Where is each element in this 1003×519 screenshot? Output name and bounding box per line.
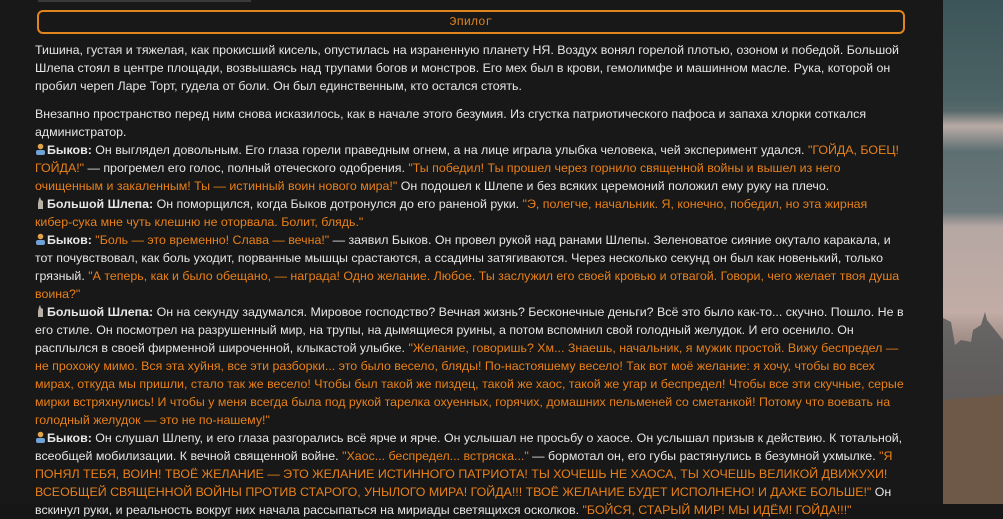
speaker-name: Большой Шлепа: — [47, 197, 154, 211]
speaker-name: Быков: — [47, 233, 92, 247]
dialogue-line — [35, 429, 907, 519]
person-icon — [35, 142, 46, 154]
background-wasteland-image — [943, 0, 1003, 504]
speech-quote: "А теперь, как и было обещано, — награда! Одно желание. Любое. Ты заслужил его своей кровью и отвагой. Говори, чего желает твоя душа воина?" — [35, 269, 900, 301]
person-icon — [35, 232, 46, 244]
narration-text: Он поморщился, когда Быков дотронулся до его раненой руки. — [153, 197, 523, 211]
speech-quote: "Я ПОНЯЛ ТЕБЯ, ВОИН! ТВОЁ ЖЕЛАНИЕ — ЭТО ЖЕЛАНИЕ ИСТИННОГО ПАТРИОТА! ТЫ ХОЧЕШЬ НЕ ХАОСА, ТЫ ХОЧЕШЬ ВЕЛИКОЙ ДВИЖУХИ! ВСЕОБЩЕЙ СВЯЩЕННОЙ ВОЙНЫ ПРОТИВ СТАРОГО, УНЫЛОГО МИРА! ГОЙДА!!! ТВОЁ ЖЕЛАНИЕ БУДЕТ ИСПОЛНЕНО! И ДАЖЕ БОЛЬШЕ!" — [35, 449, 893, 499]
speech-quote: "Ты победил! Ты прошел через горнило священной войны и вышел из него очищенным и закаленным! Ты — истинный воин нового мира!" — [35, 161, 841, 193]
narration-text: Он выглядел довольным. Его глаза горели праведным огнем, а на лице играла улыбка человека, чей эксперимент удался. — [91, 143, 808, 157]
narration-line — [35, 105, 907, 141]
speech-quote: "Желание, говоришь? Хм... Знаешь, начальник, я мужик простой. Вижу беспредел — не прохожу мимо. Вся эта хуйня, все эти разборки... это было весело, бляды! По-настояшему весело! Так вот моё желание: я хочу, чтобы во всех мирах, откуда мы пришли, стало так же весело! Чтобы был такой же пиздец, такой же хаос, такой же угар и беспредел! Чтобы все эти скучные, серые мирки встряхнулись! И чтобы у меня всегда была под рукой тарелка охуенных, горячих, домашних пельменей со сметанкой! Потому что воевать на голодный желудок — это не по-нашему!" — [35, 341, 904, 427]
speaker-name: Быков: — [47, 143, 92, 157]
dialogue-line — [35, 303, 907, 429]
speech-quote: "Боль — это временно! Слава — вечна!" — [95, 233, 330, 247]
chapter-title-button[interactable]: Эпилог — [37, 10, 905, 34]
intro-paragraph — [35, 41, 907, 95]
speech-quote: "Э, полегче, начальник. Я, конечно, победил, но эта жирная кибер-сука мне чуть клешню не оторвала. Болит, блядь." — [35, 197, 868, 229]
dialogue-line — [35, 141, 907, 195]
narration-text: Внезапно пространство перед ним снова исказилось, как в начале этого безумия. Из сгустка патриотического пафоса и запаха хлорки соткался администратор. — [35, 107, 867, 139]
city-silhouette — [943, 0, 1003, 504]
narration-text: Тишина, густая и тяжелая, как прокисший кисель, опустилась на израненную планету НЯ. Воздух вонял горелой плотью, озоном и победой. Большой Шлепа стоял в центре площади, возвышаясь над трупами богов и монстров. Его мех был в крови, гемолимфе и машинном масле. Рука, которой он пробил череп Ларе Торт, гудела от боли. Он был единственным, кто остался стоять. — [35, 43, 899, 93]
speech-quote: "БОЙСЯ, СТАРЫЙ МИР! МЫ ИДЁМ! ГОЙДА!!!" — [582, 503, 852, 517]
story-text — [35, 41, 907, 519]
narration-text: Он вскинул руки, и реальность вокруг них начала рассыпаться на мириады светящихся осколков. — [35, 485, 892, 517]
narration-text: — заявил Быков. Он провел рукой над ранами Шлепы. Зеленоватое сияние окутало каракала, и тот почувствовал, как боль уходит, порванные мышцы срастаются, а ссадины затягиваются. Через несколько секунд он был как новенький, только грязный. — [35, 233, 891, 283]
speech-quote: "ГОЙДА, БОЕЦ! ГОЙДА!" — [35, 143, 899, 175]
person-icon — [35, 430, 46, 442]
narration-text: — бормотал он, его губы растянулись в безумной ухмылке. — [528, 449, 880, 463]
speech-quote: "Хаос... беспредел... встряска..." — [342, 449, 529, 463]
narration-text: Он подошел к Шлепе и без всяких церемоний положил ему руку на плечо. — [397, 179, 830, 193]
speaker-name: Быков: — [47, 431, 92, 445]
narration-text: — прогремел его голос, полный отеческого одобрения. — [84, 161, 409, 175]
narration-text: Он на секунду задумался. Мировое господство? Вечная жизнь? Бесконечные деньги? Всё это было как-то... скучно. Пошло. Не в его стиле. Он посмотрел на разрушенный мир, на трупы, на дымящиеся руины, а потом вспомнил свой голодный желудок. И его осенило. Он расплылся в своей фирменной широченной, клыкастой улыбке. — [35, 305, 904, 355]
narration-text: Он слушал Шлепу, и его глаза разгорались всё ярче и ярче. Он услышал не просьбу о хаосе. Он услышал призыв к действию. К тотальной, всеобщей мобилизации. К вечной священной войне. — [35, 431, 903, 463]
top-scroll-bar — [38, 0, 251, 2]
dialogue-line — [35, 231, 907, 303]
caracal-icon — [35, 304, 46, 316]
dialogue-line — [35, 195, 907, 231]
caracal-icon — [35, 196, 46, 208]
speaker-name: Большой Шлепа: — [47, 305, 154, 319]
